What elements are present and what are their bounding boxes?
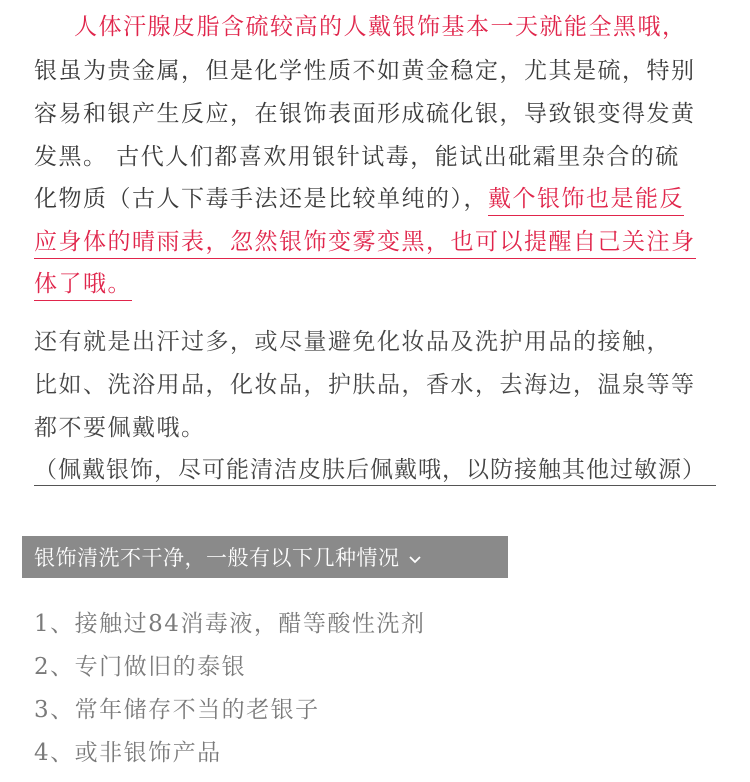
highlight-text: 体了哦。 [34, 271, 132, 301]
list-item: 2、专门做旧的泰银 [34, 654, 247, 680]
paragraph-line: 银虽为贵金属，但是化学性质不如黄金稳定，尤其是硫，特别 [34, 58, 696, 84]
list-item: 4、或非银饰产品 [34, 740, 222, 766]
list-item: 1、接触过84消毒液，醋等酸性洗剂 [34, 611, 426, 637]
highlight-text: 应身体的晴雨表，忽然银饰变雾变黑，也可以提醒自己关注身 [34, 229, 696, 259]
paragraph-line-mixed [34, 184, 684, 214]
paragraph-line: 容易和银产生反应，在银饰表面形成硫化银，导致银变得发黄 [34, 101, 696, 127]
paragraph-line: 都不要佩戴哦。 [34, 415, 206, 441]
section-header [22, 536, 508, 578]
highlight-line [34, 269, 132, 299]
highlight-line [34, 227, 696, 257]
section-header-label: 银饰清洗不干净，一般有以下几种情况 [34, 546, 400, 570]
chevron-down-icon [408, 550, 422, 569]
headline: 人体汗腺皮脂含硫较高的人戴银饰基本一天就能全黑哦， [74, 14, 687, 40]
list-item: 3、常年储存不当的老银子 [34, 697, 320, 723]
paragraph-text: 化物质（古人下毒手法还是比较单纯的）， [34, 186, 488, 212]
paragraph-line: 还有就是出汗过多，或尽量避免化妆品及洗护用品的接触， [34, 329, 671, 355]
highlight-text: 戴个银饰也是能反 [488, 186, 684, 216]
paragraph-line: 发黑。 古代人们都喜欢用银针试毒，能试出砒霜里杂合的硫 [34, 144, 680, 170]
divider [34, 485, 716, 486]
paragraph-note: （佩戴银饰，尽可能清洁皮肤后佩戴哦，以防接触其他过敏源） [34, 457, 706, 483]
paragraph-line: 比如、洗浴用品，化妆品，护肤品，香水，去海边，温泉等等 [34, 372, 696, 398]
